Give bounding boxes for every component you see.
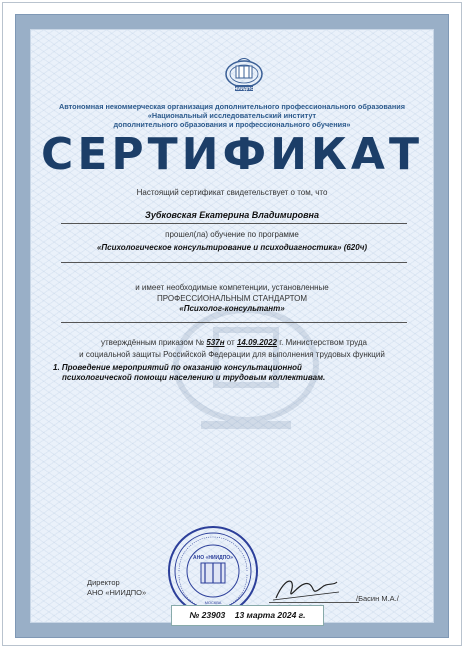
program-underline [61, 262, 407, 263]
logo-caption: НИИДПО [234, 86, 254, 91]
signature-line [269, 602, 359, 603]
order-line [61, 338, 407, 348]
labor-function-1 [53, 363, 325, 383]
seal-center-text: АНО «НИИДПО» [193, 555, 233, 561]
certificate-body [30, 29, 434, 623]
org-line-3: дополнительного образования и профессионального обучения» [113, 120, 351, 129]
director-block [87, 578, 146, 598]
labor-function-1a: 1. Проведение мероприятий по оказанию консультационной [53, 363, 302, 372]
professional-standard: «Психолог-консультант» [179, 304, 285, 313]
certificate-number-badge [171, 605, 324, 626]
certificate-title: СЕРТИФИКАТ [41, 129, 423, 180]
completed-text: прошел(ла) обучение по программе [165, 230, 299, 239]
name-underline [61, 223, 407, 224]
director-org: АНО «НИИДПО» [87, 588, 147, 597]
program-name: «Психологическое консультирование и психодиагностика» (620ч) [96, 243, 368, 252]
labor-function-1b: психологической помощи населению и трудовым коллективам. [62, 373, 326, 382]
order-from: от [226, 338, 235, 347]
standard-underline [61, 322, 407, 323]
certificate-date: 13 марта 2024 г. [234, 610, 306, 620]
director-name: /Басин М.А./ [356, 594, 399, 603]
order-prefix: утверждённым приказом № [101, 338, 205, 347]
director-title: Директор [87, 578, 120, 587]
seal-city: МОСКВА [204, 600, 222, 605]
organization-name [31, 102, 433, 129]
certificate-number: № 23903 [189, 610, 226, 620]
signature-icon [271, 570, 341, 605]
org-line-2: «Национальный исследовательский институт [147, 111, 317, 120]
order-line-2: и социальной защиты Российской Федерации для выполнения трудовых функций [79, 350, 385, 359]
order-suffix: г. Министерством труда [279, 338, 367, 347]
recipient-name: Зубковская Екатерина Владимировна [145, 210, 319, 220]
certificate-frame [15, 14, 449, 638]
intro-text: Настоящий сертификат свидетельствует о том, что [136, 188, 328, 197]
order-number: 537н [206, 338, 225, 347]
org-line-1: Автономная некоммерческая организация дополнительного профессионального образования [59, 102, 405, 111]
order-date: 14.09.2022 [236, 338, 277, 347]
competence-text-1: и имеет необходимые компетенции, установленные [135, 283, 329, 292]
competence-text-2: ПРОФЕССИОНАЛЬНЫМ СТАНДАРТОМ [156, 294, 307, 303]
